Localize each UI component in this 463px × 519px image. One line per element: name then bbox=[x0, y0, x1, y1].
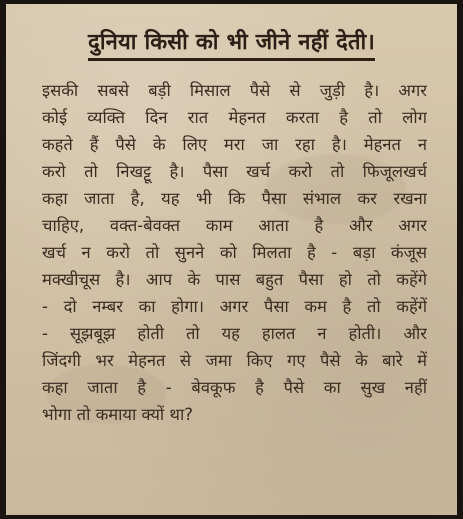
text-line: चाहिए, वक्त-बेवक्त काम आता है और अगर bbox=[42, 216, 427, 235]
text-line: करो तो निखट्टू है। पैसा खर्च करो तो फिजूलखर्च bbox=[42, 162, 427, 181]
title-wrapper bbox=[6, 32, 457, 61]
text-line: खर्च न करो तो सुनने को मिलता है - बड़ा कंजूस bbox=[42, 243, 427, 262]
text-line: जिंदगी भर मेहनत से जमा किए गए पैसे के बारे में bbox=[42, 351, 427, 370]
text-line: भोगा तो कमाया क्यों था? bbox=[42, 405, 193, 424]
text-line: इसकी सबसे बड़ी मिसाल पैसे से जुड़ी है। अगर bbox=[42, 81, 427, 100]
text-line: कहा जाता है - बेवकूफ है पैसे का सुख नहीं bbox=[42, 378, 427, 397]
text-line: - दो नम्बर का होगा। अगर पैसा कम है तो कहेंगें bbox=[42, 297, 427, 316]
text-line: - सूझबूझ होती तो यह हालत न होती। और bbox=[42, 324, 427, 343]
page-title: दुनिया किसी को भी जीने नहीं देती। bbox=[88, 32, 375, 61]
text-line: कोई व्यक्ति दिन रात मेहनत करता है तो लोग bbox=[42, 108, 427, 127]
text-line: कहते हैं पैसे के लिए मरा जा रहा है। मेहनत न bbox=[42, 135, 427, 154]
article-body bbox=[42, 77, 427, 428]
text-line: मक्खीचूस है। आप के पास बहुत पैसा हो तो कहेंगे bbox=[42, 270, 427, 289]
text-line: कहा जाता है, यह भी कि पैसा संभाल कर रखना bbox=[42, 189, 427, 208]
